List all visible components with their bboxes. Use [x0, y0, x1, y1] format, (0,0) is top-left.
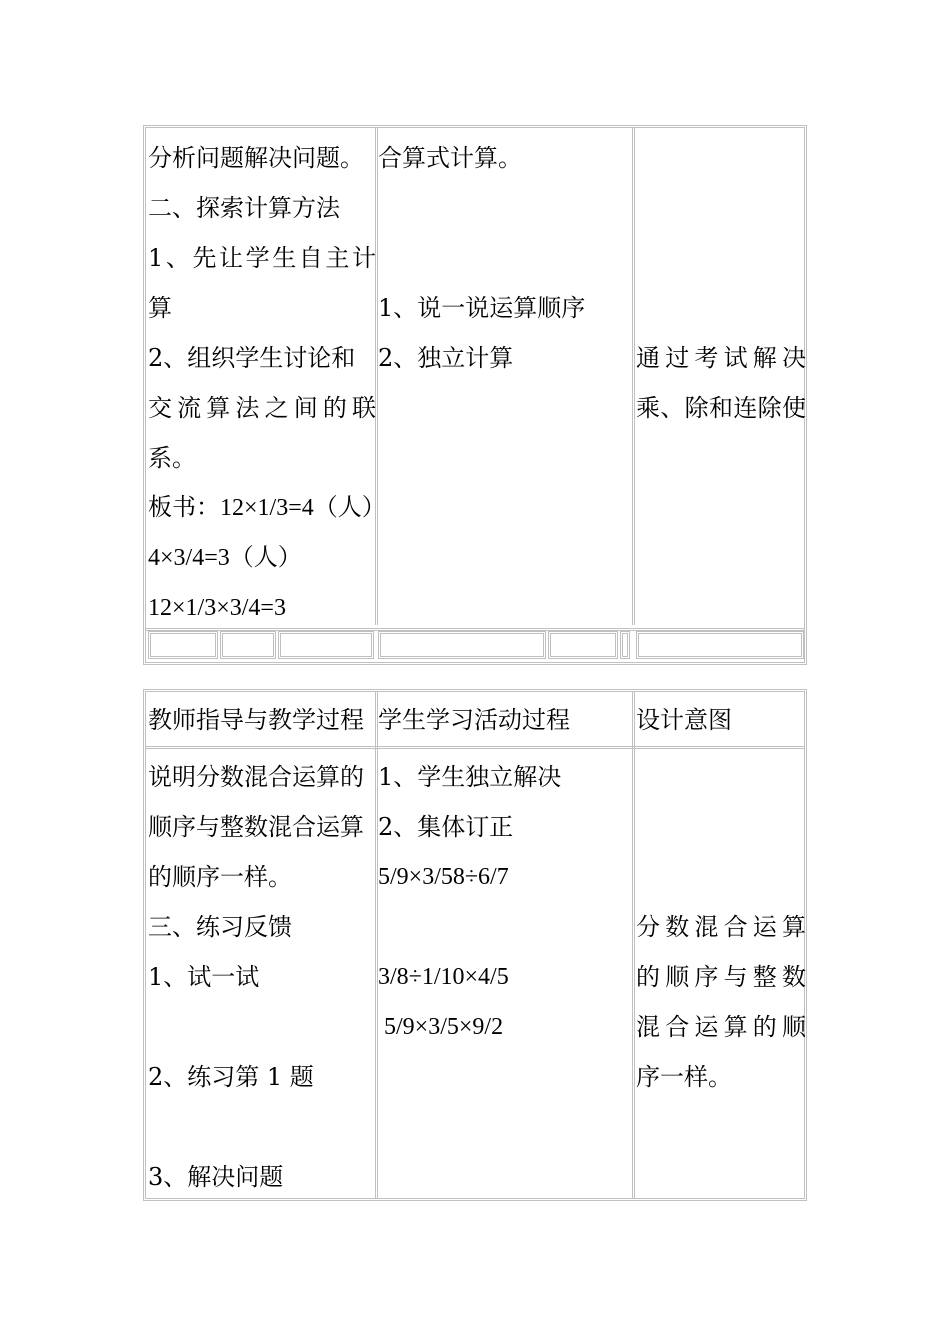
text-line: 1、试一试 — [148, 963, 260, 991]
teacher-process-cell — [148, 752, 376, 1202]
empty-cell — [148, 631, 218, 659]
text-line: 分析问题解决问题。 — [148, 144, 364, 172]
text-line: 1、说一说运算顺序 — [378, 294, 586, 322]
header-intent — [636, 695, 806, 745]
text-line — [378, 902, 630, 952]
text-line: 乘、除和连除使 — [636, 394, 806, 422]
text-line — [378, 183, 630, 233]
lesson-table-1 — [143, 125, 807, 665]
text-line: 1、先让学生自主计 — [148, 244, 376, 272]
text-line — [378, 233, 630, 283]
column-divider — [632, 692, 635, 1198]
text-line: 三、练习反馈 — [148, 913, 292, 941]
text-line: 的顺序与整数 — [636, 963, 806, 991]
text-line: 说明分数混合运算的 — [148, 763, 364, 791]
empty-cell — [620, 631, 630, 659]
text-line: 4×3/4=3（人） — [148, 545, 302, 571]
text-line: 2、集体订正 — [378, 813, 514, 841]
text-line: 板书：12×1/3=4（人） — [148, 495, 386, 521]
student-activity-cell — [378, 752, 630, 1052]
column-header: 学生学习活动过程 — [378, 706, 570, 734]
text-line: 系。 — [148, 444, 196, 472]
text-line: 的顺序一样。 — [148, 863, 292, 891]
column-header: 设计意图 — [636, 706, 732, 734]
text-line: 顺序与整数混合运算 — [148, 813, 364, 841]
text-line: 分数混合运算 — [636, 913, 806, 941]
student-activity-cell — [378, 133, 630, 383]
text-line: 序一样。 — [636, 1063, 732, 1091]
empty-cell — [220, 631, 276, 659]
text-line — [148, 1102, 376, 1152]
empty-cell — [378, 631, 546, 659]
design-intent-cell — [636, 333, 806, 433]
text-line: 5/9×3/58÷6/7 — [378, 864, 509, 890]
design-intent-cell — [636, 902, 806, 1102]
text-line: 3、解决问题 — [148, 1163, 284, 1191]
column-divider — [632, 128, 635, 625]
header-student — [378, 695, 630, 745]
text-line: 12×1/3×3/4=3 — [148, 595, 286, 621]
text-line: 算 — [148, 294, 172, 322]
text-line: 1、学生独立解决 — [378, 763, 562, 791]
header-divider — [146, 746, 804, 749]
column-header: 教师指导与教学过程 — [148, 706, 364, 734]
text-line: 交流算法之间的联 — [148, 394, 376, 422]
text-line: 合算式计算。 — [378, 144, 522, 172]
text-line: 2、组织学生讨论和 — [148, 344, 356, 372]
teacher-process-cell — [148, 133, 386, 633]
lesson-table-2 — [143, 689, 807, 1201]
text-line: 5/9×3/5×9/2 — [378, 1014, 504, 1040]
text-line: 2、独立计算 — [378, 344, 514, 372]
text-line: 通过考试解决 — [636, 344, 806, 372]
header-teacher — [148, 695, 376, 745]
text-line: 3/8÷1/10×4/5 — [378, 964, 509, 990]
text-line: 2、练习第 1 题 — [148, 1063, 314, 1091]
empty-cell — [636, 631, 804, 659]
text-line: 二、探索计算方法 — [148, 194, 340, 222]
empty-cell — [278, 631, 374, 659]
text-line: 混合运算的顺 — [636, 1013, 806, 1041]
empty-cell — [548, 631, 618, 659]
text-line — [148, 1002, 376, 1052]
